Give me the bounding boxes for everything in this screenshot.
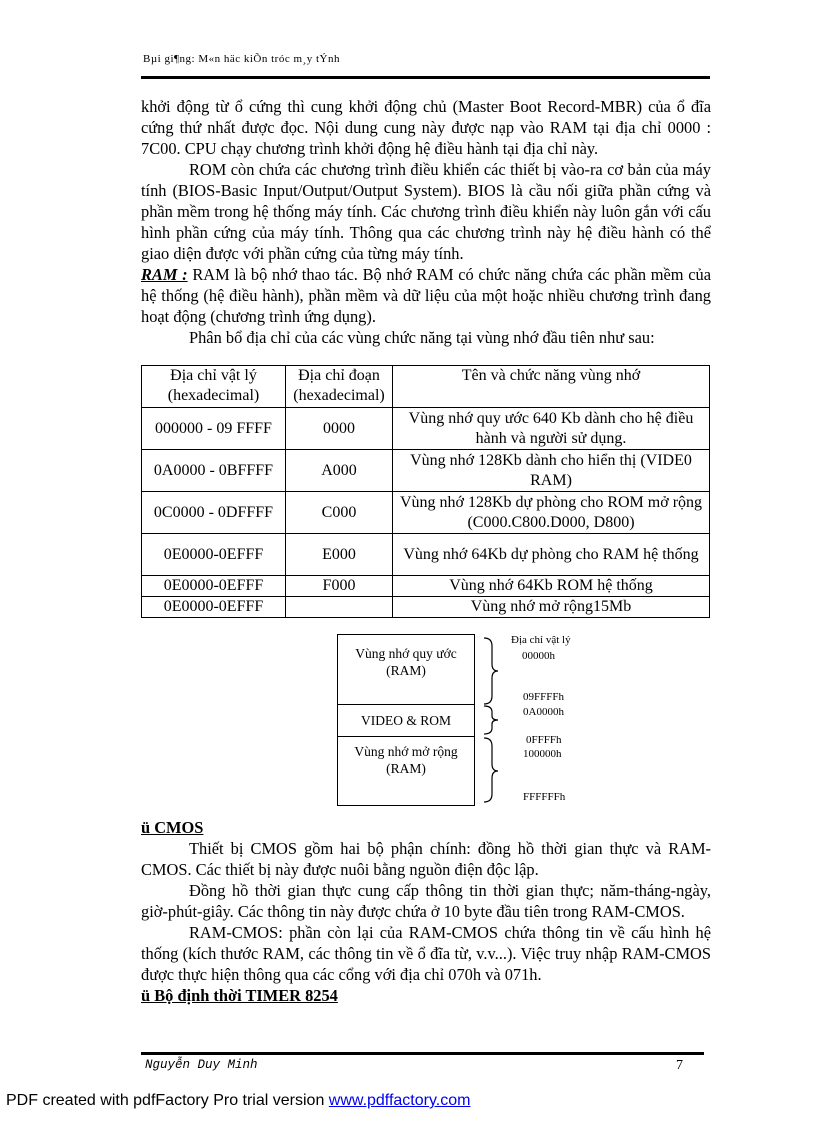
paragraph-bios: ROM còn chứa các chương trình điều khiển các thiết bị vào-ra cơ bản của máy tính (BIOS-Basic Input/Output/Output System). BIOS là cầu nối giữa phần cứng và phần mềm trong hệ thống máy tính. Các chương trình điều khiển này luôn gắn với cấu hình phần cứng của máy tính. Thông qua các chương trình này hệ điều hành có thể giao diện được với phần cứng của từng máy tính. xyxy=(141,160,711,263)
table-row xyxy=(142,534,710,576)
cell-segment: 0000 xyxy=(286,408,393,450)
cell-segment: A000 xyxy=(286,450,393,492)
cell-physical: 0E0000-0EFFF xyxy=(142,534,286,576)
addr-0ffffh: 0FFFFh xyxy=(526,734,562,746)
table-row xyxy=(142,597,710,618)
addr-00000h: 00000h xyxy=(522,650,555,662)
paragraph-ram xyxy=(141,264,711,327)
cell-function: Vùng nhớ 64Kb dự phòng cho RAM hệ thống xyxy=(393,534,710,576)
cell-segment: E000 xyxy=(286,534,393,576)
cell-physical: 000000 - 09 FFFF xyxy=(142,408,286,450)
table-row xyxy=(142,492,710,534)
cell-physical: 0E0000-0EFFF xyxy=(142,597,286,618)
cell-segment xyxy=(286,597,393,618)
brace-icons xyxy=(480,634,504,806)
cell-segment: F000 xyxy=(286,576,393,597)
cmos-paragraph-2: Đồng hồ thời gian thực cung cấp thông tin thời gian thực; năm-tháng-ngày, giờ-phút-giây. Các thông tin này được chứa ở 10 byte đầu tiên trong RAM-CMOS. xyxy=(141,881,711,921)
brace-icon xyxy=(484,738,498,802)
header-physical-address: Địa chỉ vật lý (hexadecimal) xyxy=(142,366,286,408)
page-number: 7 xyxy=(676,1058,683,1073)
paragraph-allocation: Phân bổ địa chỉ của các vùng chức năng tại vùng nhớ đầu tiên như sau: xyxy=(189,328,655,347)
cmos-paragraph-3: RAM-CMOS: phần còn lại của RAM-CMOS chứa thông tin về cấu hình hệ thống (kích thước RAM, các thông tin về ổ đĩa từ, v.v...). Việc truy nhập RAM-CMOS được thực hiện thông qua các cổng với địa chỉ 070h và 071h. xyxy=(141,923,711,984)
ram-label: RAM : xyxy=(141,265,188,284)
cell-function: Vùng nhớ mở rộng15Mb xyxy=(393,597,710,618)
table-row xyxy=(142,450,710,492)
table-row xyxy=(142,576,710,597)
body-text xyxy=(141,96,711,348)
cell-function: Vùng nhớ 128Kb dành cho hiển thị (VIDE0 RAM) xyxy=(393,450,710,492)
cmos-heading: ü CMOS xyxy=(141,818,204,837)
watermark-text: PDF created with pdfFactory Pro trial version xyxy=(6,1092,329,1109)
header-function: Tên và chức năng vùng nhớ xyxy=(393,366,710,408)
paragraph-mbr: khởi động từ ổ cứng thì cung khởi động chủ (Master Boot Record-MBR) của ổ đĩa cứng thứ nhất được đọc. Nội dung cung này được nạp vào RAM tại địa chỉ 0000 : 7C00. CPU chạy chương trình khởi động hệ điều hành tại địa chỉ này. xyxy=(141,97,711,158)
footer-rule xyxy=(141,1052,704,1055)
physical-address-title: Địa chỉ vật lý xyxy=(511,634,571,646)
cell-function: Vùng nhớ 128Kb dự phòng cho ROM mở rộng (C000.C800.D000, D800) xyxy=(393,492,710,534)
box-extended-memory: Vùng nhớ mở rộng (RAM) xyxy=(337,736,475,806)
brace-icon xyxy=(484,638,498,704)
addr-100000h: 100000h xyxy=(523,748,562,760)
cell-segment: C000 xyxy=(286,492,393,534)
memory-layout-diagram xyxy=(337,634,587,806)
memory-map-table xyxy=(141,365,710,618)
brace-icon xyxy=(484,706,498,734)
cell-function: Vùng nhớ 64Kb ROM hệ thống xyxy=(393,576,710,597)
addr-ffffffh: FFFFFFh xyxy=(523,791,566,803)
header-segment-address: Địa chỉ đoạn (hexadecimal) xyxy=(286,366,393,408)
header-rule xyxy=(141,76,710,79)
cell-physical: 0E0000-0EFFF xyxy=(142,576,286,597)
table-row xyxy=(142,408,710,450)
cell-physical: 0C0000 - 0DFFFF xyxy=(142,492,286,534)
table-header-row xyxy=(142,366,710,408)
footer-author: Nguyễn Duy Minh xyxy=(145,1058,258,1072)
cmos-section xyxy=(141,817,711,1006)
timer-heading: ü Bộ định thời TIMER 8254 xyxy=(141,986,338,1005)
page-header: Bµi gi¶ng: M«n häc kiÕn tróc m¸y tÝnh xyxy=(143,53,340,65)
cmos-paragraph-1: Thiết bị CMOS gồm hai bộ phận chính: đồng hồ thời gian thực và RAM-CMOS. Các thiết bị này được nuôi bằng nguồn điện độc lập. xyxy=(141,839,711,879)
addr-09ffffh: 09FFFFh xyxy=(523,691,564,703)
pdf-watermark xyxy=(6,1092,470,1110)
ram-text: RAM là bộ nhớ thao tác. Bộ nhớ RAM có chức năng chứa các phần mềm của hệ thống (hệ điều hành), phần mềm và dữ liệu của một hoặc nhiều chương trình đang hoạt động (chương trình ứng dụng). xyxy=(141,265,711,326)
box-conventional-memory: Vùng nhớ quy ước (RAM) xyxy=(337,634,475,705)
addr-0a0000h: 0A0000h xyxy=(523,706,564,718)
cell-function: Vùng nhớ quy ước 640 Kb dành cho hệ điều hành và người sử dụng. xyxy=(393,408,710,450)
box-video-rom: VIDEO & ROM xyxy=(337,704,475,737)
cell-physical: 0A0000 - 0BFFFF xyxy=(142,450,286,492)
pdffactory-link[interactable]: www.pdffactory.com xyxy=(328,1092,471,1109)
